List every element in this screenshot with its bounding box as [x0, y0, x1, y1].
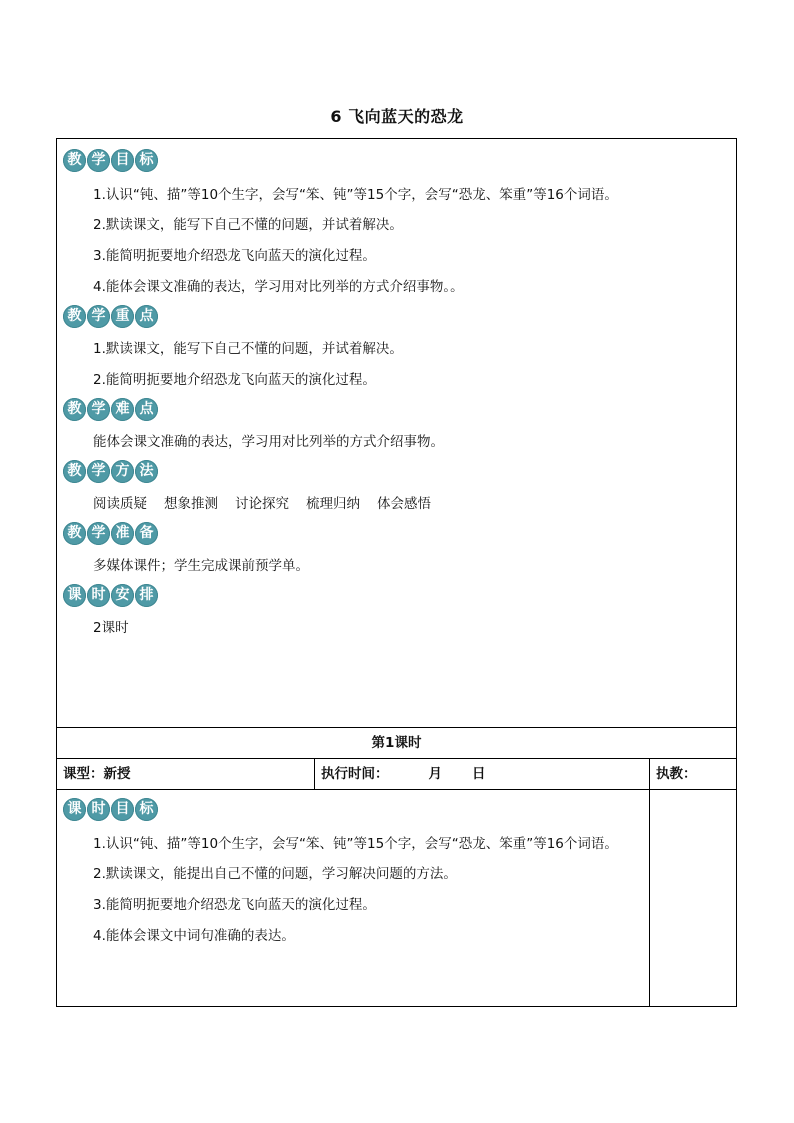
section-heading: 教 学 目 标 — [63, 149, 730, 172]
paragraph: 1.认识“钝、描”等10个生字，会写“笨、钝”等15个字，会写“恐龙、笨重”等16个词语。 — [93, 836, 618, 852]
method-item: 想象推测 — [164, 496, 218, 512]
section-heading: 教 学 重 点 — [63, 305, 730, 328]
paragraph: 能体会课文准确的表达，学习用对比列举的方式介绍事物。 — [93, 434, 444, 450]
section-heading: 教 学 方 法 — [63, 460, 730, 483]
paragraph: 3.能简明扼要地介绍恐龙飞向蓝天的演化过程。 — [93, 248, 376, 264]
section-heading: 课 时 目 标 — [63, 798, 643, 821]
lesson-title: 第1课时 — [57, 728, 737, 759]
month-label: 月 — [428, 766, 442, 782]
method-item: 梳理归纳 — [306, 496, 360, 512]
notes-cell — [650, 790, 737, 1007]
lesson-plan-table — [56, 138, 737, 1007]
section-difficulties — [61, 398, 730, 458]
section-heading: 课 时 安 排 — [63, 584, 730, 607]
lesson-teacher: 执教： — [650, 759, 737, 790]
method-item: 讨论探究 — [235, 496, 289, 512]
paragraph: 多媒体课件；学生完成课前预学单。 — [93, 558, 309, 574]
section-schedule — [61, 584, 730, 644]
section-methods — [61, 460, 730, 520]
paragraph: 2.能简明扼要地介绍恐龙飞向蓝天的演化过程。 — [93, 372, 376, 388]
method-item: 体会感悟 — [377, 496, 431, 512]
method-item: 阅读质疑 — [93, 496, 147, 512]
page-title: 6 飞向蓝天的恐龙 — [330, 107, 464, 126]
lesson-type: 课型：新授 — [57, 759, 315, 790]
methods-list — [61, 489, 730, 520]
section-preparation — [61, 522, 730, 582]
paragraph: 2.默读课文，能提出自己不懂的问题，学习解决问题的方法。 — [93, 866, 457, 882]
paragraph: 2.默读课文，能写下自己不懂的问题，并试着解决。 — [93, 217, 403, 233]
overview-cell — [57, 139, 737, 728]
day-label: 日 — [472, 766, 486, 782]
paragraph: 3.能简明扼要地介绍恐龙飞向蓝天的演化过程。 — [93, 897, 376, 913]
paragraph: 1.认识“钝、描”等10个生字，会写“笨、钝”等15个字，会写“恐龙、笨重”等16个词语。 — [93, 187, 618, 203]
time-label: 执行时间： — [321, 766, 389, 782]
section-heading: 教 学 准 备 — [63, 522, 730, 545]
paragraph: 1.默读课文，能写下自己不懂的问题，并试着解决。 — [93, 341, 403, 357]
lesson-goals-cell — [57, 790, 650, 1007]
section-heading: 教 学 难 点 — [63, 398, 730, 421]
section-teaching-goals — [61, 149, 730, 303]
paragraph: 4.能体会课文准确的表达，学习用对比列举的方式介绍事物。。 — [93, 279, 464, 295]
paragraph: 2课时 — [93, 620, 129, 636]
paragraph: 4.能体会课文中词句准确的表达。 — [93, 928, 295, 944]
lesson-time — [315, 759, 650, 790]
section-key-points — [61, 305, 730, 396]
